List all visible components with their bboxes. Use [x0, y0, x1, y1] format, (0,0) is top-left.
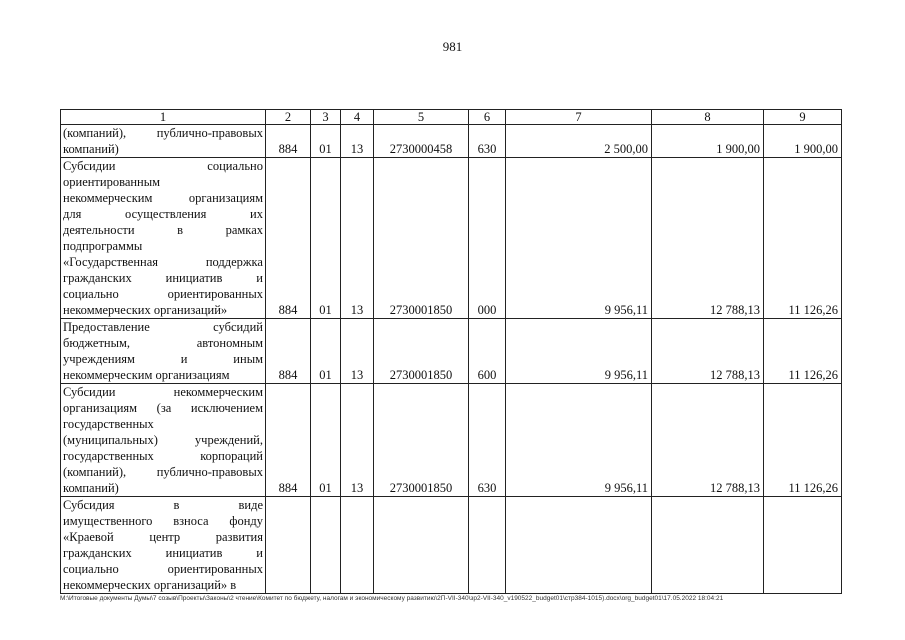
cell-v3: 1 900,00 [764, 125, 842, 158]
cell-pr: 13 [341, 319, 374, 384]
description-line: (компаний), публично-правовых [63, 126, 263, 140]
column-header: 6 [469, 110, 506, 125]
budget-table [60, 109, 842, 594]
description-line: Предоставление субсидий [63, 320, 263, 334]
cell-v2: 12 788,13 [652, 384, 764, 497]
cell-vr: 600 [469, 319, 506, 384]
table-row [61, 158, 842, 319]
cell-csr: 2730001850 [374, 384, 469, 497]
column-header: 7 [506, 110, 652, 125]
description-line: Субсидии некоммерческим [63, 385, 263, 399]
cell-v2: 12 788,13 [652, 319, 764, 384]
description-line: некоммерческих организаций» [63, 303, 228, 317]
cell-v3 [764, 497, 842, 594]
cell-csr: 2730001850 [374, 158, 469, 319]
cell-v3: 11 126,26 [764, 319, 842, 384]
table-row [61, 384, 842, 497]
column-header: 9 [764, 110, 842, 125]
cell-grbs: 884 [266, 158, 311, 319]
cell-v1: 9 956,11 [506, 384, 652, 497]
description-line: Субсидии социально [63, 159, 263, 173]
description-line: учреждениям и иным [63, 352, 263, 366]
cell-vr [469, 497, 506, 594]
cell-grbs: 884 [266, 319, 311, 384]
cell-v3: 11 126,26 [764, 384, 842, 497]
description-line: «Государственная поддержка [63, 255, 263, 269]
cell-grbs [266, 497, 311, 594]
footer-file-path: M:\Итоговые документы Думы\7 созыв\Проекты\Законы\2 чтение\Комитет по бюджету, налогам и экономическому развитию\2П-VII-340\зр2-VII-340_v190522_budget01\стр384-1015).docx\org_budget01\17.05.2022 18:04:21 [60, 595, 724, 602]
cell-pr [341, 497, 374, 594]
description-line: имущественного взноса фонду [63, 514, 263, 528]
cell-csr [374, 497, 469, 594]
description-line: социально ориентированных [63, 562, 263, 576]
row-description [61, 158, 266, 319]
row-description [61, 497, 266, 594]
description-line: компаний) [63, 142, 119, 156]
cell-csr: 2730001850 [374, 319, 469, 384]
description-line: для осуществления их [63, 207, 263, 221]
column-header: 4 [341, 110, 374, 125]
column-header: 8 [652, 110, 764, 125]
cell-vr: 630 [469, 384, 506, 497]
cell-vr: 000 [469, 158, 506, 319]
description-line: подпрограммы [63, 239, 143, 253]
column-header: 2 [266, 110, 311, 125]
description-line: (компаний), публично-правовых [63, 465, 263, 479]
description-line: «Краевой центр развития [63, 530, 263, 544]
cell-v1: 9 956,11 [506, 319, 652, 384]
row-description [61, 125, 266, 158]
cell-v2: 1 900,00 [652, 125, 764, 158]
column-header: 3 [311, 110, 341, 125]
cell-v3: 11 126,26 [764, 158, 842, 319]
row-description [61, 319, 266, 384]
cell-pr: 13 [341, 125, 374, 158]
cell-csr: 2730000458 [374, 125, 469, 158]
row-description [61, 384, 266, 497]
column-header: 1 [61, 110, 266, 125]
description-line: некоммерческих организаций» в [63, 578, 237, 592]
description-line: Субсидия в виде [63, 498, 263, 512]
description-line: (муниципальных) учреждений, [63, 433, 263, 447]
cell-v1: 9 956,11 [506, 158, 652, 319]
table-row [61, 319, 842, 384]
description-line: ориентированным [63, 175, 161, 189]
cell-rz: 01 [311, 158, 341, 319]
cell-vr: 630 [469, 125, 506, 158]
page-number: 981 [442, 39, 463, 54]
table-row [61, 497, 842, 594]
cell-grbs: 884 [266, 125, 311, 158]
description-line: гражданских инициатив и [63, 271, 263, 285]
cell-v1: 2 500,00 [506, 125, 652, 158]
description-line: компаний) [63, 481, 119, 495]
cell-rz: 01 [311, 125, 341, 158]
column-header: 5 [374, 110, 469, 125]
cell-v2 [652, 497, 764, 594]
cell-rz: 01 [311, 384, 341, 497]
cell-rz: 01 [311, 319, 341, 384]
cell-v2: 12 788,13 [652, 158, 764, 319]
description-line: бюджетным, автономным [63, 336, 263, 350]
cell-pr: 13 [341, 384, 374, 497]
table-header-row [61, 110, 842, 125]
description-line: социально ориентированных [63, 287, 263, 301]
cell-pr: 13 [341, 158, 374, 319]
description-line: деятельности в рамках [63, 223, 263, 237]
cell-v1 [506, 497, 652, 594]
cell-grbs: 884 [266, 384, 311, 497]
description-line: организациям (за исключением [63, 401, 263, 415]
table-row [61, 125, 842, 158]
description-line: гражданских инициатив и [63, 546, 263, 560]
description-line: некоммерческим организациям [63, 368, 230, 382]
description-line: государственных корпораций [63, 449, 263, 463]
description-line: государственных [63, 417, 154, 431]
cell-rz [311, 497, 341, 594]
description-line: некоммерческим организациям [63, 191, 263, 205]
